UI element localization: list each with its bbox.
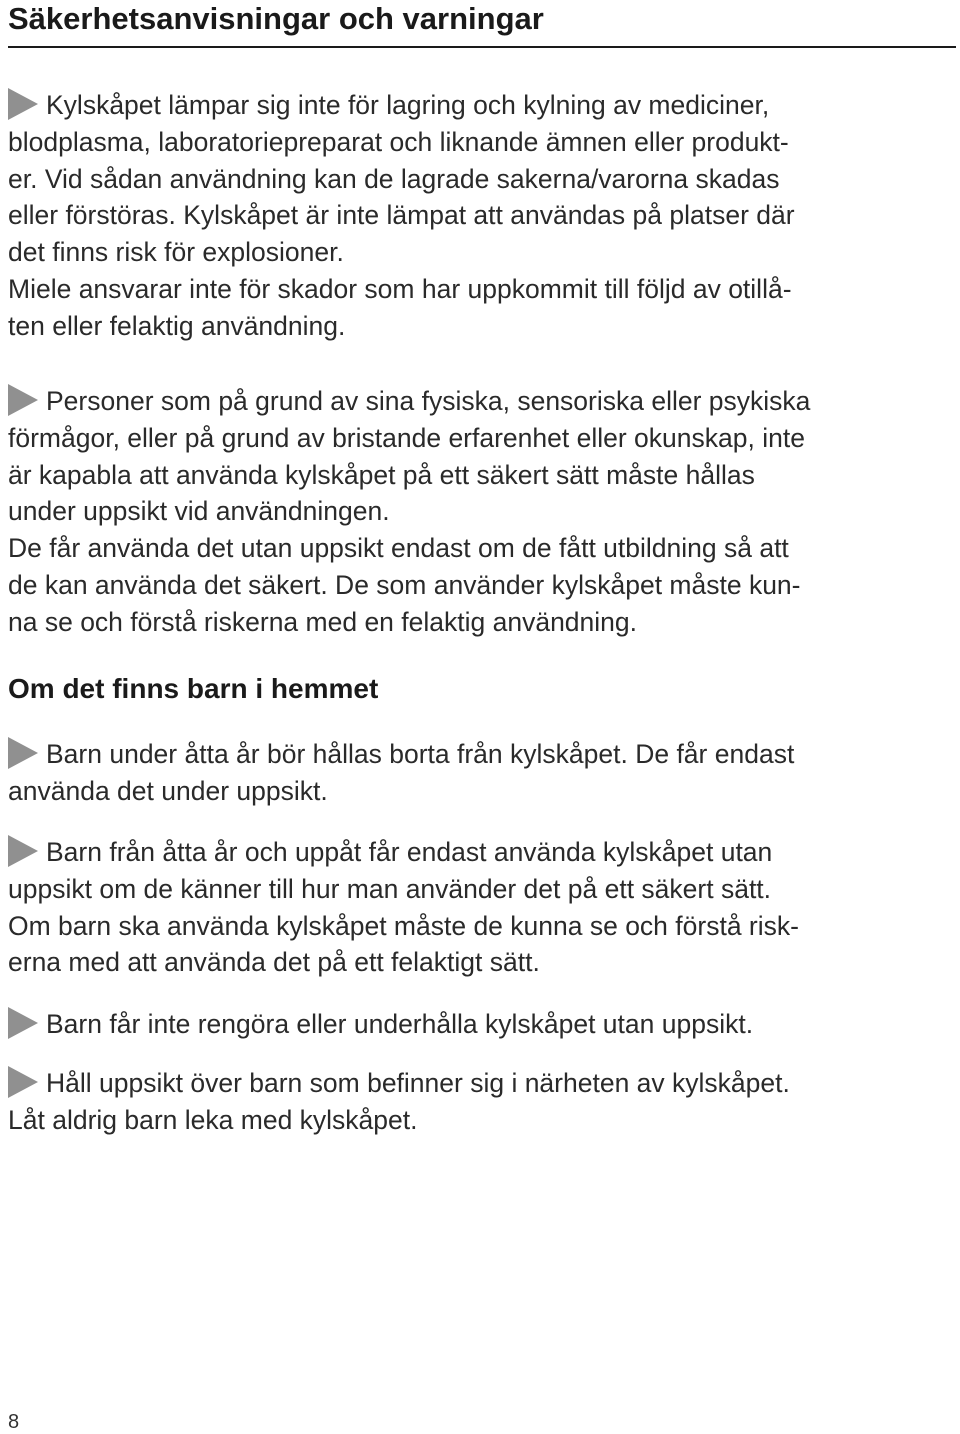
paragraph-line: eller förstöras. Kylskåpet är inte lämpat att användas på platser där bbox=[8, 200, 795, 231]
title-divider bbox=[8, 46, 956, 48]
paragraph-line: är kapabla att använda kylskåpet på ett säkert sätt måste hållas bbox=[8, 459, 755, 490]
warning-arrow-icon bbox=[8, 88, 38, 120]
paragraph-line: er. Vid sådan användning kan de lagrade sakerna/varorna skadas bbox=[8, 163, 780, 194]
paragraph-line: Personer som på grund av sina fysiska, sensoriska eller psykiska bbox=[8, 383, 953, 420]
children-item-eight-and-up bbox=[8, 834, 953, 981]
children-item-under-eight bbox=[8, 736, 953, 810]
paragraph-line: Håll uppsikt över barn som befinner sig i närheten av kylskåpet. bbox=[8, 1065, 953, 1102]
warning-arrow-icon bbox=[8, 737, 38, 769]
children-item-play bbox=[8, 1065, 953, 1139]
section-heading-children: Om det finns barn i hemmet bbox=[8, 673, 379, 704]
paragraph-line: under uppsikt vid användningen. bbox=[8, 496, 390, 527]
warning-arrow-icon bbox=[8, 1007, 38, 1039]
warning-arrow-icon bbox=[8, 835, 38, 867]
paragraph-line: Barn får inte rengöra eller underhålla kylskåpet utan uppsikt. bbox=[8, 1006, 953, 1043]
paragraph-line: De får använda det utan uppsikt endast om de fått utbildning så att bbox=[8, 533, 789, 564]
paragraph-line: använda det under uppsikt. bbox=[8, 775, 328, 806]
paragraph-line: Barn från åtta år och uppåt får endast använda kylskåpet utan bbox=[8, 834, 953, 871]
paragraph-line: Barn under åtta år bör hållas borta från kylskåpet. De får endast bbox=[8, 736, 953, 773]
page-number: 8 bbox=[8, 1411, 20, 1433]
paragraph-line: Om barn ska använda kylskåpet måste de kunna se och förstå risk- bbox=[8, 910, 799, 941]
paragraph-line: erna med att använda det på ett felaktigt sätt. bbox=[8, 947, 540, 978]
paragraph-line: ten eller felaktig användning. bbox=[8, 310, 346, 341]
paragraph-line: förmågor, eller på grund av bristande erfarenhet eller okunskap, inte bbox=[8, 422, 805, 453]
paragraph-line: det finns risk för explosioner. bbox=[8, 237, 344, 268]
paragraph-line: de kan använda det säkert. De som använder kylskåpet måste kun- bbox=[8, 569, 801, 600]
paragraph-line: Miele ansvarar inte för skador som har uppkommit till följd av otillå- bbox=[8, 273, 792, 304]
warning-item-medicines bbox=[8, 87, 953, 345]
paragraph-line: blodplasma, laboratoriepreparat och liknande ämnen eller produkt- bbox=[8, 126, 789, 157]
paragraph-line: na se och förstå riskerna med en felaktig användning. bbox=[8, 606, 638, 637]
warning-item-supervision bbox=[8, 383, 953, 641]
paragraph-line: uppsikt om de känner till hur man använder det på ett säkert sätt. bbox=[8, 873, 772, 904]
paragraph-line: Låt aldrig barn leka med kylskåpet. bbox=[8, 1104, 418, 1135]
paragraph-line: Kylskåpet lämpar sig inte för lagring och kylning av mediciner, bbox=[8, 87, 953, 124]
warning-arrow-icon bbox=[8, 1066, 38, 1098]
warning-arrow-icon bbox=[8, 384, 38, 416]
children-item-cleaning bbox=[8, 1006, 953, 1043]
page-title: Säkerhetsanvisningar och varningar bbox=[8, 1, 544, 36]
